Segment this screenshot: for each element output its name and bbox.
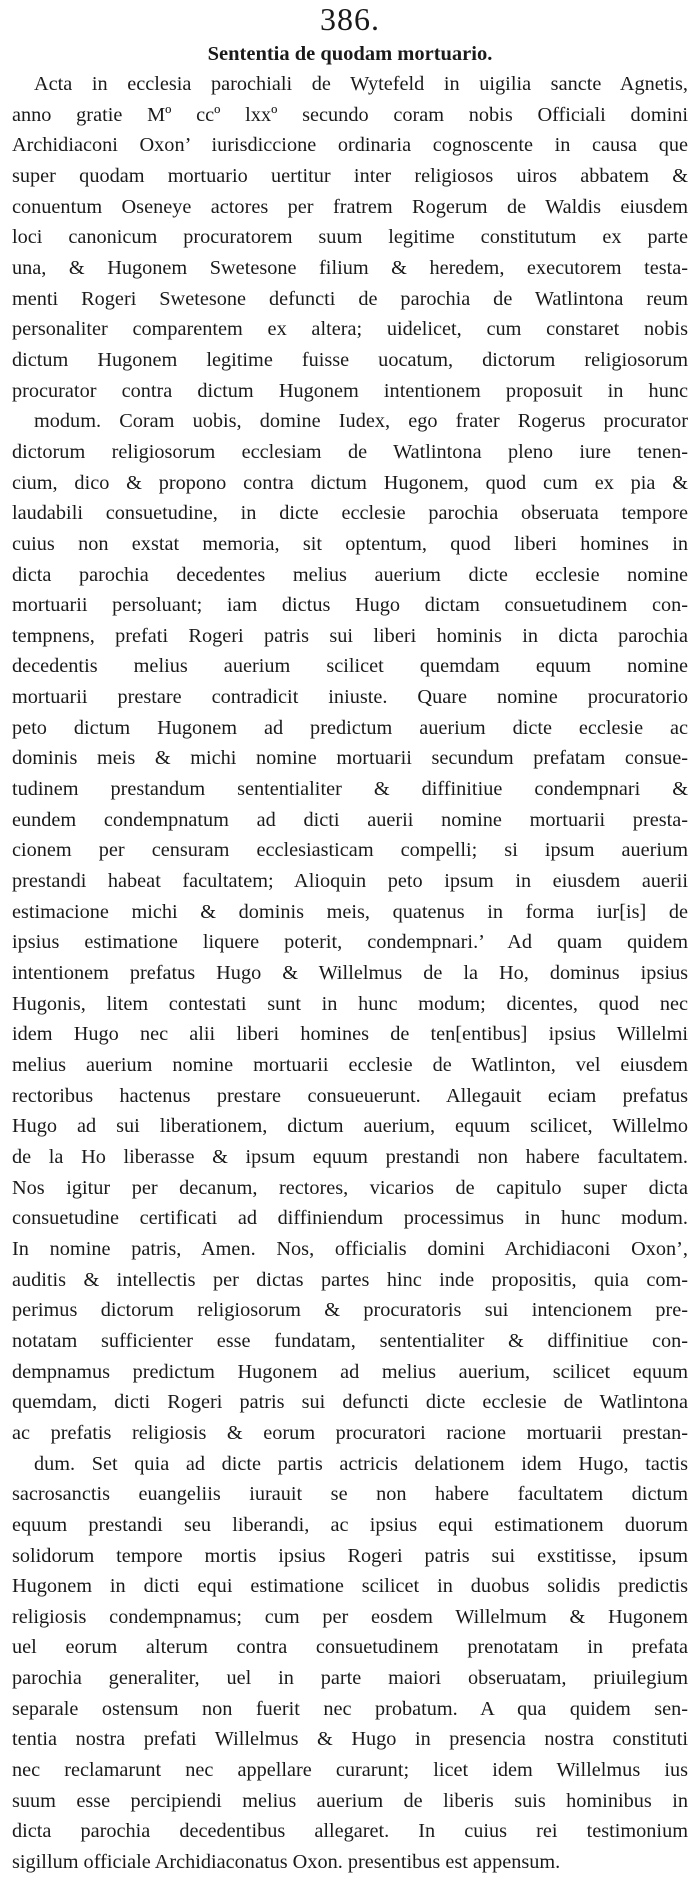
- text-line: quemdam, dicti Rogeri patris sui defuncti dicte ecclesie de Watlintona: [12, 1391, 688, 1414]
- text-line: decedentis melius auerium scilicet quemdam equum nomine: [12, 655, 688, 678]
- text-line: equum prestandi seu liberandi, ac ipsius equi estimationem duorum: [12, 1513, 688, 1536]
- text-line: una, & Hugonem Swetesone filium & heredem, executorem testa-: [12, 256, 688, 279]
- text-line: dempnamus predictum Hugonem ad melius auerium, scilicet equum: [12, 1360, 688, 1383]
- text-line: menti Rogeri Swetesone defuncti de parochia de Watlintona reum: [12, 287, 688, 310]
- text-line: tentia nostra prefati Willelmus & Hugo in presencia nostra constituti: [12, 1728, 688, 1751]
- text-line: laudabili consuetudine, in dicte ecclesie parochia obseruata tempore: [12, 502, 688, 525]
- text-line: loci canonicum procuratorem suum legitime constitutum ex parte: [12, 226, 688, 249]
- text-line: ac prefatis religiosis & eorum procuratori racione mortuarii prestan-: [12, 1421, 688, 1444]
- text-line: modum. Coram uobis, domine Iudex, ego frater Rogerus procurator: [34, 410, 688, 433]
- text-line: dictum Hugonem legitime fuisse uocatum, dictorum religiosorum: [12, 348, 688, 371]
- text-line: dominis meis & michi nomine mortuarii secundum prefatam consue-: [12, 747, 688, 770]
- text-line: tudinem prestandum sententialiter & diffinitiue condempnari &: [12, 778, 688, 801]
- text-line: Archidiaconi Oxon’ iurisdiccione ordinaria cognoscente in causa que: [12, 134, 688, 157]
- text-line: procurator contra dictum Hugonem intentionem proposuit in hunc: [12, 379, 688, 402]
- text-line: Hugonis, litem contestati sunt in hunc modum; dicentes, quod nec: [12, 992, 688, 1015]
- text-line: cuius non exstat memoria, sit optentum, quod liberi homines in: [12, 532, 688, 555]
- page-number: 386.: [320, 1, 380, 37]
- text-line: mortuarii prestare contradicit iniuste. Quare nomine procuratorio: [12, 686, 688, 709]
- text-line: intentionem prefatus Hugo & Willelmus de la Ho, dominus ipsius: [12, 962, 688, 985]
- text-line: de la Ho liberasse & ipsum equum prestandi non habere facultatem.: [12, 1145, 688, 1168]
- text-line: In nomine patris, Amen. Nos, officialis domini Archidiaconi Oxon’,: [12, 1237, 688, 1260]
- section-heading: Sententia de quodam mortuario.: [207, 43, 493, 65]
- text-line: conuentum Oseneye actores per fratrem Rogerum de Waldis eiusdem: [12, 195, 688, 218]
- text-line: melius auerium nomine mortuarii ecclesie de Watlinton, vel eiusdem: [12, 1054, 688, 1076]
- text-line: peto dictum Hugonem ad predictum auerium dicte ecclesie ac: [12, 716, 688, 739]
- text-line: parochia generaliter, uel in parte maiori obseruatam, priuilegium: [12, 1667, 688, 1690]
- text-line: dum. Set quia ad dicte partis actricis delationem idem Hugo, tactis: [34, 1452, 688, 1475]
- text-line: Hugonem in dicti equi estimatione scilicet in duobus solidis predictis: [12, 1575, 688, 1598]
- text-line: suum esse percipiendi melius auerium de liberis suis hominibus in: [12, 1789, 688, 1812]
- body-text: [12, 69, 688, 1878]
- text-line: super quodam mortuario uertitur inter religiosos uiros abbatem &: [12, 164, 688, 187]
- text-line: dicta parochia decedentes melius auerium dicte ecclesie nomine: [12, 563, 688, 586]
- text-line: ipsius estimatione liquere poterit, condempnari.’ Ad quam quidem: [12, 931, 688, 954]
- text-line: eundem condempnatum ad dicti auerii nomine mortuarii presta-: [12, 808, 688, 831]
- text-line: Hugo ad sui liberationem, dictum auerium, equum scilicet, Willelmo: [12, 1115, 688, 1138]
- text-line: consuetudine certificati ad diffiniendum processimus in hunc modum.: [12, 1207, 688, 1230]
- text-line: notatam sufficienter esse fundatam, sententialiter & diffinitiue con-: [12, 1329, 688, 1352]
- text-line: sacrosanctis euangeliis iurauit se non habere facultatem dictum: [12, 1483, 688, 1506]
- text-line: estimacione michi & dominis meis, quatenus in forma iur[is] de: [12, 900, 688, 923]
- text-line: nec reclamarunt nec appellare curarunt; licet idem Willelmus ius: [12, 1759, 688, 1782]
- text-line: cium, dico & propono contra dictum Hugonem, quod cum ex pia &: [12, 471, 688, 494]
- text-line: Nos igitur per decanum, rectores, vicarios de capitulo super dicta: [12, 1176, 688, 1199]
- text-line: cionem per censuram ecclesiasticam compelli; si ipsum auerium: [12, 839, 688, 862]
- text-line: dictorum religiosorum ecclesiam de Watlintona pleno iure tenen-: [12, 440, 688, 463]
- text-line: solidorum tempore mortis ipsius Rogeri patris sui exstitisse, ipsum: [12, 1544, 688, 1567]
- text-line: tempnens, prefati Rogeri patris sui liberi hominis in dicta parochia: [12, 624, 688, 647]
- text-line: religiosis condempnamus; cum per eosdem Willelmum & Hugonem: [12, 1605, 688, 1628]
- text-line: anno gratie Mº ccº lxxº secundo coram nobis Officiali domini: [12, 103, 688, 126]
- text-line: Acta in ecclesia parochiali de Wytefeld in uigilia sancte Agnetis,: [34, 73, 688, 95]
- text-line: uel eorum alterum contra consuetudinem prenotatam in prefata: [12, 1636, 688, 1659]
- text-line: dicta parochia decedentibus allegaret. In cuius rei testimonium: [12, 1820, 688, 1843]
- text-line: mortuarii persoluant; iam dictus Hugo dictam consuetudinem con-: [12, 594, 688, 617]
- text-line: perimus dictorum religiosorum & procuratoris sui intencionem pre-: [12, 1299, 688, 1322]
- text-line: auditis & intellectis per dictas partes hinc inde propositis, quia com-: [12, 1268, 688, 1291]
- text-line: idem Hugo nec alii liberi homines de ten[entibus] ipsius Willelmi: [12, 1023, 688, 1046]
- text-line: prestandi habeat facultatem; Alioquin peto ipsum in eiusdem auerii: [12, 870, 688, 893]
- text-line: rectoribus hactenus prestare consueuerunt. Allegauit eciam prefatus: [12, 1084, 688, 1107]
- text-line: personaliter comparentem ex altera; uidelicet, cum constaret nobis: [12, 318, 688, 341]
- text-line: separale ostensum non fuerit nec probatum. A qua quidem sen-: [12, 1697, 688, 1720]
- text-line: sigillum officiale Archidiaconatus Oxon. presentibus est appensum.: [12, 1851, 561, 1874]
